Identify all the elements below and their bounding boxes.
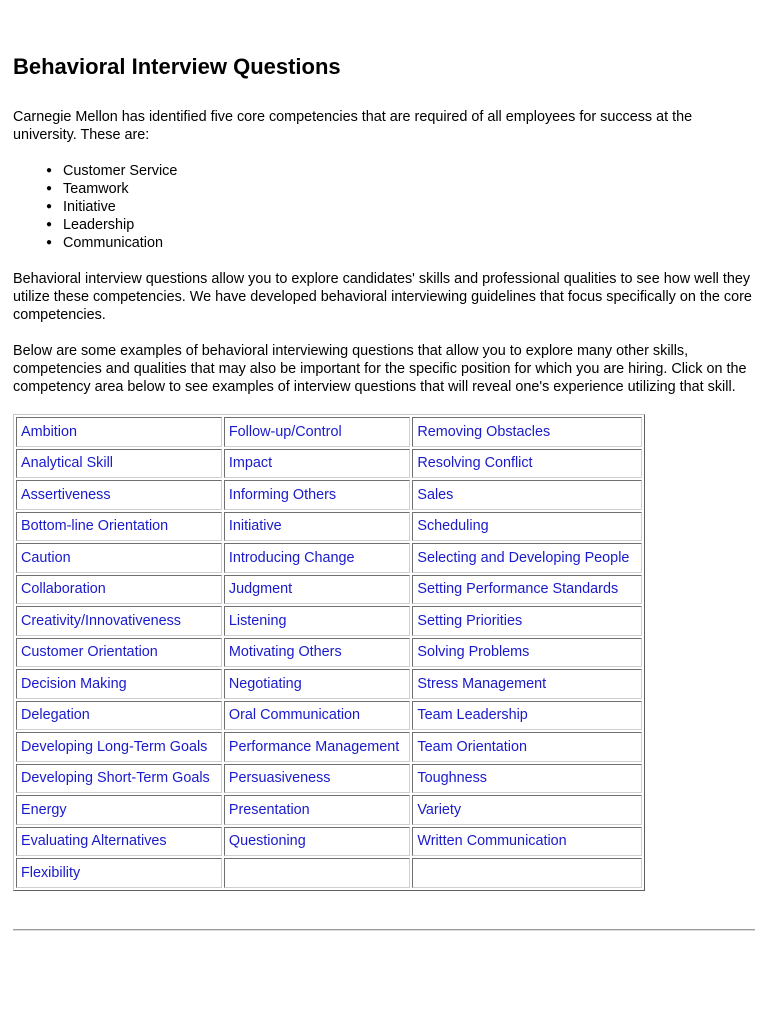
list-item [46,180,755,198]
competency-link[interactable]: Performance Management [224,732,410,762]
list-item-label: Initiative [63,199,116,215]
competency-link[interactable]: Evaluating Alternatives [16,827,222,857]
competency-link[interactable]: Flexibility [16,858,222,888]
list-item-label: Teamwork [63,181,129,197]
competency-link[interactable]: Variety [412,795,642,825]
competency-link[interactable]: Customer Orientation [16,638,222,668]
competency-link[interactable]: Selecting and Developing People [412,543,642,573]
competency-link[interactable]: Impact [224,449,410,479]
document-page [13,52,755,891]
competency-link[interactable]: Introducing Change [224,543,410,573]
competency-link[interactable]: Resolving Conflict [412,449,642,479]
competency-link[interactable]: Questioning [224,827,410,857]
competency-link[interactable]: Developing Short-Term Goals [16,764,222,794]
bullet-icon: ● [46,183,53,194]
table-row [16,543,642,573]
competency-link[interactable]: Initiative [224,512,410,542]
bullet-icon: ● [46,165,53,176]
competency-link[interactable]: Team Orientation [412,732,642,762]
competency-link[interactable]: Stress Management [412,669,642,699]
table-row [16,669,642,699]
table-row [16,732,642,762]
list-item-label: Customer Service [63,163,178,179]
table-row [16,795,642,825]
table-row [16,512,642,542]
competency-link[interactable]: Caution [16,543,222,573]
competency-link[interactable]: Sales [412,480,642,510]
bullet-icon: ● [46,219,53,230]
empty-cell [224,858,410,888]
table-row [16,827,642,857]
competency-link[interactable]: Written Communication [412,827,642,857]
examples-paragraph: Below are some examples of behavioral interviewing questions that allow you to explore many other skills, competencies and qualities that may also be important for the specific position for which you are hiring. Click on the competency area below to see examples of interview questions that will reveal one's experience utilizing that skill. [13,343,747,395]
competency-link[interactable]: Collaboration [16,575,222,605]
horizontal-rule [13,929,755,931]
competency-link[interactable]: Listening [224,606,410,636]
competency-link[interactable]: Team Leadership [412,701,642,731]
list-item-label: Communication [63,235,163,251]
intro-paragraph: Carnegie Mellon has identified five core competencies that are required of all employees for success at the university. These are: [13,109,693,143]
competency-link[interactable]: Negotiating [224,669,410,699]
competency-link[interactable]: Scheduling [412,512,642,542]
list-item [46,216,755,234]
competency-table [13,414,645,891]
competency-link[interactable]: Setting Priorities [412,606,642,636]
table-row [16,858,642,888]
competency-link[interactable]: Presentation [224,795,410,825]
competency-link[interactable]: Oral Communication [224,701,410,731]
list-item-label: Leadership [63,217,135,233]
table-row [16,606,642,636]
competency-link[interactable]: Delegation [16,701,222,731]
competency-link[interactable]: Solving Problems [412,638,642,668]
competency-link[interactable]: Bottom-line Orientation [16,512,222,542]
table-row [16,701,642,731]
competency-table-body [16,417,642,888]
table-row [16,764,642,794]
competency-link[interactable]: Judgment [224,575,410,605]
competency-link[interactable]: Motivating Others [224,638,410,668]
competency-link[interactable]: Toughness [412,764,642,794]
competency-link[interactable]: Informing Others [224,480,410,510]
table-row [16,480,642,510]
competency-link[interactable]: Removing Obstacles [412,417,642,447]
table-row [16,417,642,447]
table-row [16,449,642,479]
behavioral-paragraph: Behavioral interview questions allow you to explore candidates' skills and professional qualities to see how well they utilize these competencies. We have developed behavioral interviewing guidelines that focus specifically on the core competencies. [13,271,752,323]
list-item [46,234,755,252]
competency-link[interactable]: Persuasiveness [224,764,410,794]
page-title: Behavioral Interview Questions [13,54,341,79]
competency-link[interactable]: Setting Performance Standards [412,575,642,605]
competency-link[interactable]: Assertiveness [16,480,222,510]
competency-link[interactable]: Analytical Skill [16,449,222,479]
competency-link[interactable]: Follow-up/Control [224,417,410,447]
bullet-icon: ● [46,237,53,248]
list-item [46,162,755,180]
core-competency-list [13,162,755,252]
list-item [46,198,755,216]
competency-link[interactable]: Energy [16,795,222,825]
empty-cell [412,858,642,888]
competency-link[interactable]: Ambition [16,417,222,447]
competency-link[interactable]: Decision Making [16,669,222,699]
table-row [16,575,642,605]
competency-link[interactable]: Developing Long-Term Goals [16,732,222,762]
table-row [16,638,642,668]
bullet-icon: ● [46,201,53,212]
competency-link[interactable]: Creativity/Innovativeness [16,606,222,636]
